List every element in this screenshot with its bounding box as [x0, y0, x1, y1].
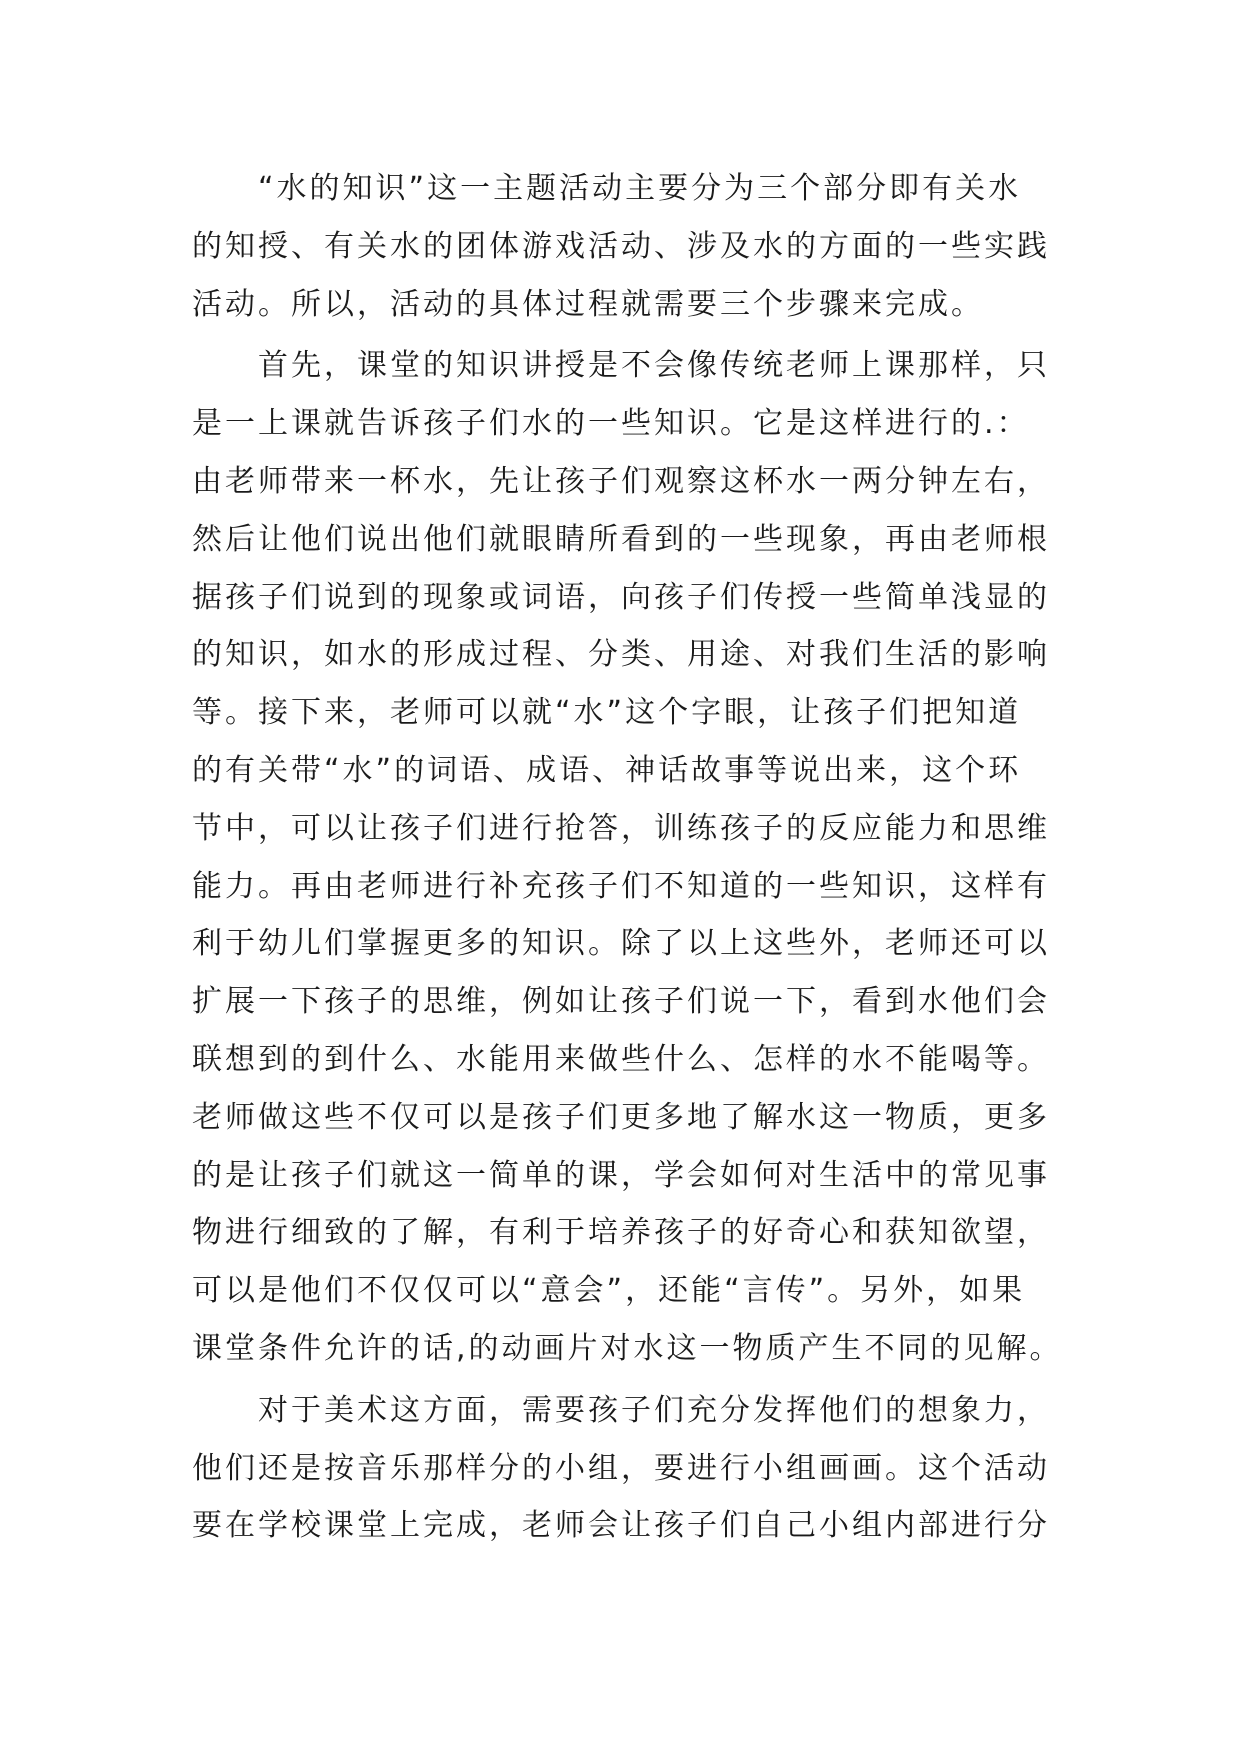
text-line: 老师做这些不仅可以是孩子们更多地了解水这一物质，更多	[192, 1099, 1050, 1135]
text-line: 能力。再由老师进行补充孩子们不知道的一些知识，这样有	[192, 868, 1050, 904]
text-line: 活动。所以，活动的具体过程就需要三个步骤来完成。	[192, 286, 984, 322]
text-line: 物进行细致的了解，有利于培养孩子的好奇心和获知欲望，	[192, 1215, 1050, 1251]
text-line: 的知识，如水的形成过程、分类、用途、对我们生活的影响	[192, 637, 1050, 673]
text-line: 节中，可以让孩子们进行抢答，训练孩子的反应能力和思维	[192, 810, 1050, 846]
text-line: 可以是他们不仅仅可以“意会”，还能“言传”。另外，如果	[192, 1273, 1026, 1309]
body-text	[192, 160, 1072, 1555]
text-line: 等。接下来，老师可以就“水”这个字眼，让孩子们把知道	[192, 695, 1022, 731]
text-line: 由老师带来一杯水，先让孩子们观察这杯水一两分钟左右，	[192, 463, 1050, 499]
text-line: 他们还是按音乐那样分的小组，要进行小组画画。这个活动	[192, 1450, 1050, 1486]
text-line: 据孩子们说到的现象或词语，向孩子们传授一些简单浅显的	[192, 579, 1050, 615]
text-line: 要在学校课堂上完成，老师会让孩子们自己小组内部进行分	[192, 1508, 1050, 1544]
text-line: 利于幼儿们掌握更多的知识。除了以上这些外，老师还可以	[192, 926, 1050, 962]
text-line: 首先，课堂的知识讲授是不会像传统老师上课那样，只	[258, 348, 1050, 384]
text-line: “水的知识”这一主题活动主要分为三个部分即有关水	[258, 171, 1022, 206]
text-line: 对于美术这方面，需要孩子们充分发挥他们的想象力，	[258, 1392, 1050, 1428]
text-line: 然后让他们说出他们就眼睛所看到的一些现象，再由老师根	[192, 521, 1050, 557]
text-line: 是一上课就告诉孩子们水的一些知识。它是这样进行的.：	[192, 406, 1030, 442]
text-line: 的知授、有关水的团体游戏活动、涉及水的方面的一些实践	[192, 228, 1050, 264]
text-line: 的有关带“水”的词语、成语、神话故事等说出来，这个环	[192, 752, 1022, 788]
text-line: 的是让孩子们就这一简单的课，学会如何对生活中的常见事	[192, 1157, 1050, 1193]
text-line: 扩展一下孩子的思维，例如让孩子们说一下，看到水他们会	[192, 984, 1050, 1020]
text-line: 联想到的到什么、水能用来做些什么、怎样的水不能喝等。	[192, 1041, 1050, 1077]
text-line: 课堂条件允许的话,的动画片对水这一物质产生不同的见解。	[192, 1330, 1063, 1366]
